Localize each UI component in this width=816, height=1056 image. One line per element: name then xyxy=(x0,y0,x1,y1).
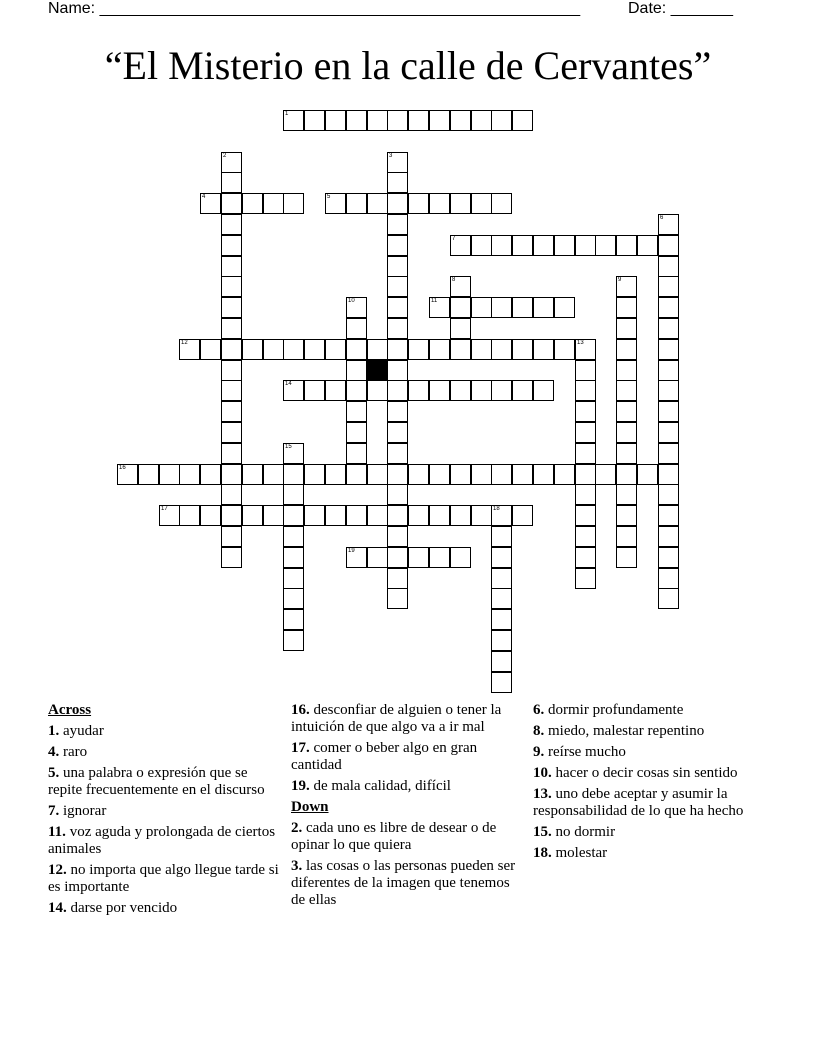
crossword-cell[interactable] xyxy=(450,110,471,131)
crossword-cell[interactable] xyxy=(387,484,408,505)
crossword-cell[interactable] xyxy=(616,380,637,401)
crossword-cell[interactable] xyxy=(575,401,596,422)
crossword-cell[interactable] xyxy=(408,547,429,568)
crossword-cell[interactable] xyxy=(117,464,138,485)
crossword-cell[interactable] xyxy=(304,339,325,360)
crossword-cell[interactable] xyxy=(616,401,637,422)
crossword-cell[interactable] xyxy=(367,193,388,214)
crossword-cell[interactable] xyxy=(387,568,408,589)
crossword-cell[interactable] xyxy=(221,256,242,277)
crossword-cell[interactable] xyxy=(491,297,512,318)
crossword-cell[interactable] xyxy=(325,505,346,526)
crossword-cell[interactable] xyxy=(616,443,637,464)
crossword-cell[interactable] xyxy=(387,505,408,526)
crossword-cell[interactable] xyxy=(471,380,492,401)
clue-number: 11 xyxy=(431,298,438,304)
crossword-cell[interactable] xyxy=(533,464,554,485)
crossword-cell[interactable] xyxy=(616,235,637,256)
crossword-cell[interactable] xyxy=(387,526,408,547)
crossword-cell[interactable] xyxy=(387,547,408,568)
clue-across-17: 17. comer o beber algo en gran cantidad xyxy=(291,740,478,773)
crossword-cell[interactable] xyxy=(283,443,304,464)
crossword-cell[interactable] xyxy=(179,464,200,485)
crossword-cell[interactable] xyxy=(367,339,388,360)
crossword-cell[interactable] xyxy=(221,380,242,401)
clue-across-5: 5. una palabra o expresión que se repite frecuentemente en el discurso xyxy=(48,765,265,798)
crossword-cell[interactable] xyxy=(346,380,367,401)
crossword-cell[interactable] xyxy=(387,110,408,131)
clue-number: 4 xyxy=(202,194,206,200)
crossword-cell[interactable] xyxy=(221,214,242,235)
crossword-cell[interactable] xyxy=(242,193,263,214)
crossword-cell[interactable] xyxy=(387,339,408,360)
crossword-cell[interactable] xyxy=(533,235,554,256)
clue-number: 12 xyxy=(181,340,188,346)
crossword-cell[interactable] xyxy=(471,110,492,131)
crossword-cell[interactable] xyxy=(242,505,263,526)
crossword-cell[interactable] xyxy=(450,339,471,360)
crossword-cell[interactable] xyxy=(221,547,242,568)
crossword-cell[interactable] xyxy=(242,339,263,360)
clue-across-14: 14. darse por vencido xyxy=(48,900,178,916)
crossword-cell[interactable] xyxy=(512,297,533,318)
crossword-cell[interactable] xyxy=(575,484,596,505)
crossword-cell[interactable] xyxy=(221,484,242,505)
crossword-cell[interactable] xyxy=(346,193,367,214)
crossword-cell[interactable] xyxy=(450,547,471,568)
crossword-cell[interactable] xyxy=(367,110,388,131)
crossword-cell[interactable] xyxy=(408,380,429,401)
crossword-cell[interactable] xyxy=(658,380,679,401)
crossword-cell[interactable] xyxy=(346,505,367,526)
crossword-cell[interactable] xyxy=(387,318,408,339)
crossword-cell[interactable] xyxy=(575,526,596,547)
crossword-cell[interactable] xyxy=(221,526,242,547)
crossword-cell[interactable] xyxy=(408,505,429,526)
clues-column-3 xyxy=(533,702,773,866)
clue-number: 17 xyxy=(161,506,168,512)
clue-down-9: 9. reírse mucho xyxy=(533,744,626,760)
clue-across-1: 1. ayudar xyxy=(48,723,104,739)
name-field-label: Name: ______________________________________________________ xyxy=(48,0,581,17)
crossword-cell[interactable] xyxy=(512,339,533,360)
crossword-cell[interactable] xyxy=(491,380,512,401)
crossword-cell[interactable] xyxy=(367,464,388,485)
clue-number: 18 xyxy=(493,506,500,512)
crossword-cell[interactable] xyxy=(512,505,533,526)
crossword-cell[interactable] xyxy=(429,297,450,318)
crossword-cell[interactable] xyxy=(387,360,408,381)
crossword-cell[interactable] xyxy=(283,568,304,589)
crossword-cell[interactable] xyxy=(367,380,388,401)
clues-column-1 xyxy=(48,702,283,921)
crossword-cell[interactable] xyxy=(554,297,575,318)
crossword-cell[interactable] xyxy=(471,193,492,214)
crossword-cell[interactable] xyxy=(658,297,679,318)
crossword-cell[interactable] xyxy=(408,193,429,214)
crossword-cell[interactable] xyxy=(346,360,367,381)
clue-across-12: 12. no importa que algo llegue tarde si es importante xyxy=(48,862,279,895)
crossword-cell[interactable] xyxy=(367,505,388,526)
crossword-cell[interactable] xyxy=(554,235,575,256)
crossword-cell[interactable] xyxy=(491,526,512,547)
clue-down-3: 3. las cosas o las personas pueden ser diferentes de la imagen que tenemos de ellas xyxy=(291,858,516,908)
crossword-cell[interactable] xyxy=(658,568,679,589)
clue-number: 2 xyxy=(223,153,227,159)
clue-across-7: 7. ignorar xyxy=(48,803,107,819)
crossword-cell[interactable] xyxy=(387,172,408,193)
crossword-cell[interactable] xyxy=(450,235,471,256)
clue-down-6: 6. dormir profundamente xyxy=(533,702,684,718)
crossword-cell[interactable] xyxy=(387,276,408,297)
crossword-cell[interactable] xyxy=(304,110,325,131)
crossword-cell[interactable] xyxy=(346,547,367,568)
crossword-cell[interactable] xyxy=(429,193,450,214)
crossword-cell[interactable] xyxy=(429,339,450,360)
crossword-cell[interactable] xyxy=(346,318,367,339)
clue-down-13: 13. uno debe aceptar y asumir la responsabilidad de lo que ha hecho xyxy=(533,786,744,819)
crossword-cell[interactable] xyxy=(283,588,304,609)
crossword-cell[interactable] xyxy=(159,505,180,526)
crossword-cell[interactable] xyxy=(387,152,408,173)
crossword-cell[interactable] xyxy=(616,464,637,485)
crossword-cell[interactable] xyxy=(346,297,367,318)
crossword-cell[interactable] xyxy=(575,547,596,568)
crossword-cell[interactable] xyxy=(263,339,284,360)
crossword-cell[interactable] xyxy=(159,464,180,485)
page-title: “El Misterio en la calle de Cervantes” xyxy=(104,43,712,88)
crossword-cell[interactable] xyxy=(471,505,492,526)
crossword-cell[interactable] xyxy=(429,464,450,485)
crossword-cell[interactable] xyxy=(283,339,304,360)
clue-number: 16 xyxy=(119,465,126,471)
crossword-cell[interactable] xyxy=(616,297,637,318)
crossword-cell[interactable] xyxy=(429,505,450,526)
crossword-cell[interactable] xyxy=(637,235,658,256)
crossword-cell[interactable] xyxy=(304,380,325,401)
crossword-cell[interactable] xyxy=(283,630,304,651)
clue-down-8: 8. miedo, malestar repentino xyxy=(533,723,705,739)
crossword-cell[interactable] xyxy=(283,505,304,526)
crossword-cell[interactable] xyxy=(221,276,242,297)
crossword-cell[interactable] xyxy=(221,152,242,173)
crossword-cell[interactable] xyxy=(491,110,512,131)
crossword-cell[interactable] xyxy=(263,505,284,526)
crossword-cell[interactable] xyxy=(429,110,450,131)
crossword-cell[interactable] xyxy=(263,464,284,485)
down-heading: Down xyxy=(291,799,329,815)
crossword-cell[interactable] xyxy=(575,422,596,443)
crossword-cell[interactable] xyxy=(491,547,512,568)
crossword-cell[interactable] xyxy=(387,443,408,464)
clue-down-10: 10. hacer o decir cosas sin sentido xyxy=(533,765,738,781)
clue-number: 5 xyxy=(327,194,331,200)
clue-number: 8 xyxy=(452,277,456,283)
crossword-cell[interactable] xyxy=(429,547,450,568)
crossword-cell[interactable] xyxy=(616,422,637,443)
crossword-cell[interactable] xyxy=(221,443,242,464)
crossword-cell[interactable] xyxy=(283,193,304,214)
clue-number: 7 xyxy=(452,236,456,242)
crossword-cell[interactable] xyxy=(221,235,242,256)
clue-number: 6 xyxy=(660,215,664,221)
crossword-cell[interactable] xyxy=(491,630,512,651)
crossword-cell[interactable] xyxy=(283,526,304,547)
clue-number: 14 xyxy=(285,381,292,387)
crossword-cell[interactable] xyxy=(200,339,221,360)
clue-across-16: 16. desconfiar de alguien o tener la intuición de que algo va a ir mal xyxy=(291,702,502,735)
crossword-cell[interactable] xyxy=(200,505,221,526)
crossword-cell[interactable] xyxy=(367,547,388,568)
crossword-cell[interactable] xyxy=(616,339,637,360)
crossword-cell[interactable] xyxy=(637,464,658,485)
crossword-cell[interactable] xyxy=(408,110,429,131)
crossword-cell[interactable] xyxy=(221,339,242,360)
crossword-cell[interactable] xyxy=(221,193,242,214)
clue-number: 15 xyxy=(285,444,292,450)
clue-across-19: 19. de mala calidad, difícil xyxy=(291,778,451,794)
crossword-cell[interactable] xyxy=(242,464,263,485)
crossword-cell[interactable] xyxy=(491,193,512,214)
crossword-cell[interactable] xyxy=(575,360,596,381)
crossword-cell[interactable] xyxy=(658,588,679,609)
crossword-cell[interactable] xyxy=(346,339,367,360)
crossword-cell[interactable] xyxy=(450,193,471,214)
crossword-cell[interactable] xyxy=(533,339,554,360)
crossword-cell[interactable] xyxy=(325,339,346,360)
crossword-cell[interactable] xyxy=(575,505,596,526)
crossword-cell[interactable] xyxy=(575,443,596,464)
crossword-cell[interactable] xyxy=(221,318,242,339)
crossword-cell[interactable] xyxy=(554,339,575,360)
crossword-cell[interactable] xyxy=(658,276,679,297)
crossword-cell[interactable] xyxy=(283,484,304,505)
crossword-cell[interactable] xyxy=(450,276,471,297)
crossword-cell[interactable] xyxy=(221,464,242,485)
crossword-cell[interactable] xyxy=(346,464,367,485)
clue-number: 10 xyxy=(348,298,355,304)
clue-down-18: 18. molestar xyxy=(533,845,608,861)
crossword-cell[interactable] xyxy=(179,339,200,360)
crossword-cell[interactable] xyxy=(658,401,679,422)
crossword-cell[interactable] xyxy=(346,422,367,443)
crossword-cell[interactable] xyxy=(179,505,200,526)
crossword-cell[interactable] xyxy=(595,464,616,485)
crossword-cell[interactable] xyxy=(387,588,408,609)
crossword-cell[interactable] xyxy=(554,464,575,485)
crossword-cell[interactable] xyxy=(575,464,596,485)
crossword-cell[interactable] xyxy=(616,526,637,547)
crossword-cell[interactable] xyxy=(325,193,346,214)
crossword-cell[interactable] xyxy=(450,297,471,318)
crossword-cell[interactable] xyxy=(221,360,242,381)
crossword-cell[interactable] xyxy=(283,464,304,485)
crossword-cell[interactable] xyxy=(471,464,492,485)
crossword-cell[interactable] xyxy=(387,401,408,422)
clue-down-15: 15. no dormir xyxy=(533,824,616,840)
crossword-cell[interactable] xyxy=(658,422,679,443)
crossword-cell[interactable] xyxy=(283,609,304,630)
crossword-cell[interactable] xyxy=(200,193,221,214)
date-field-label: Date: _______ xyxy=(628,0,733,17)
crossword-cell[interactable] xyxy=(304,464,325,485)
crossword-cell[interactable] xyxy=(221,401,242,422)
crossword-cell[interactable] xyxy=(387,297,408,318)
crossword-cell[interactable] xyxy=(616,318,637,339)
crossword-cell[interactable] xyxy=(346,110,367,131)
crossword-cell[interactable] xyxy=(595,235,616,256)
crossword-cell[interactable] xyxy=(138,464,159,485)
crossword-cell[interactable] xyxy=(616,547,637,568)
crossword-cell[interactable] xyxy=(429,380,450,401)
crossword-cell[interactable] xyxy=(658,505,679,526)
crossword-cell[interactable] xyxy=(491,464,512,485)
clue-across-11: 11. voz aguda y prolongada de ciertos animales xyxy=(48,824,276,857)
clue-number: 9 xyxy=(618,277,622,283)
crossword-cell[interactable] xyxy=(450,318,471,339)
clue-down-2: 2. cada uno es libre de desear o de opinar lo que quiera xyxy=(291,820,497,853)
crossword-cell[interactable] xyxy=(283,110,304,131)
crossword-cell[interactable] xyxy=(533,297,554,318)
crossword-cell[interactable] xyxy=(658,464,679,485)
crossword-cell[interactable] xyxy=(346,401,367,422)
crossword-cell[interactable] xyxy=(304,505,325,526)
clue-number: 3 xyxy=(389,153,393,159)
crossword-cell[interactable] xyxy=(408,464,429,485)
crossword-cell[interactable] xyxy=(616,276,637,297)
crossword-cell[interactable] xyxy=(408,339,429,360)
clue-number: 1 xyxy=(285,111,289,117)
crossword-cell[interactable] xyxy=(450,464,471,485)
crossword-cell[interactable] xyxy=(387,256,408,277)
crossword-cell[interactable] xyxy=(387,193,408,214)
crossword-cell[interactable] xyxy=(200,464,221,485)
black-cell xyxy=(367,360,388,381)
crossword-cell[interactable] xyxy=(658,526,679,547)
crossword-cell[interactable] xyxy=(512,110,533,131)
crossword-cell[interactable] xyxy=(658,235,679,256)
crossword-cell[interactable] xyxy=(325,110,346,131)
crossword-cell[interactable] xyxy=(221,505,242,526)
crossword-cell[interactable] xyxy=(387,380,408,401)
crossword-cell[interactable] xyxy=(387,235,408,256)
crossword-cell[interactable] xyxy=(616,360,637,381)
crossword-cell[interactable] xyxy=(491,568,512,589)
crossword-cell[interactable] xyxy=(491,588,512,609)
crossword-cell[interactable] xyxy=(491,235,512,256)
crossword-cell[interactable] xyxy=(575,339,596,360)
crossword-cell[interactable] xyxy=(533,380,554,401)
clue-number: 13 xyxy=(577,340,584,346)
crossword-cell[interactable] xyxy=(471,339,492,360)
crossword-cell[interactable] xyxy=(491,339,512,360)
crossword-cell[interactable] xyxy=(658,443,679,464)
crossword-cell[interactable] xyxy=(575,235,596,256)
crossword-cell[interactable] xyxy=(387,464,408,485)
crossword-cell[interactable] xyxy=(387,422,408,443)
crossword-cell[interactable] xyxy=(491,505,512,526)
crossword-cell[interactable] xyxy=(616,484,637,505)
crossword-cell[interactable] xyxy=(263,193,284,214)
crossword-cell[interactable] xyxy=(450,505,471,526)
crossword-cell[interactable] xyxy=(658,318,679,339)
clue-across-4: 4. raro xyxy=(48,744,88,760)
clues-column-2 xyxy=(291,702,527,913)
crossword-cell[interactable] xyxy=(658,214,679,235)
crossword-cell[interactable] xyxy=(283,547,304,568)
crossword-cell[interactable] xyxy=(575,380,596,401)
crossword-cell[interactable] xyxy=(616,505,637,526)
crossword-cell[interactable] xyxy=(658,339,679,360)
crossword-cell[interactable] xyxy=(491,651,512,672)
across-heading: Across xyxy=(48,702,92,718)
crossword-cell[interactable] xyxy=(491,609,512,630)
crossword-cell[interactable] xyxy=(325,380,346,401)
crossword-cell[interactable] xyxy=(491,672,512,693)
crossword-cell[interactable] xyxy=(325,464,346,485)
crossword-cell[interactable] xyxy=(512,464,533,485)
crossword-cell[interactable] xyxy=(512,235,533,256)
crossword-cell[interactable] xyxy=(658,547,679,568)
crossword-cell[interactable] xyxy=(575,568,596,589)
crossword-cell[interactable] xyxy=(387,214,408,235)
clue-number: 19 xyxy=(348,548,355,554)
crossword-cell[interactable] xyxy=(221,422,242,443)
crossword-cell[interactable] xyxy=(658,484,679,505)
crossword-cell[interactable] xyxy=(512,380,533,401)
crossword-cell[interactable] xyxy=(450,380,471,401)
crossword-cell[interactable] xyxy=(283,380,304,401)
crossword-cell[interactable] xyxy=(471,297,492,318)
crossword-cell[interactable] xyxy=(221,297,242,318)
crossword-cell[interactable] xyxy=(221,172,242,193)
crossword-cell[interactable] xyxy=(346,443,367,464)
crossword-cell[interactable] xyxy=(658,360,679,381)
crossword-cell[interactable] xyxy=(471,235,492,256)
crossword-cell[interactable] xyxy=(658,256,679,277)
